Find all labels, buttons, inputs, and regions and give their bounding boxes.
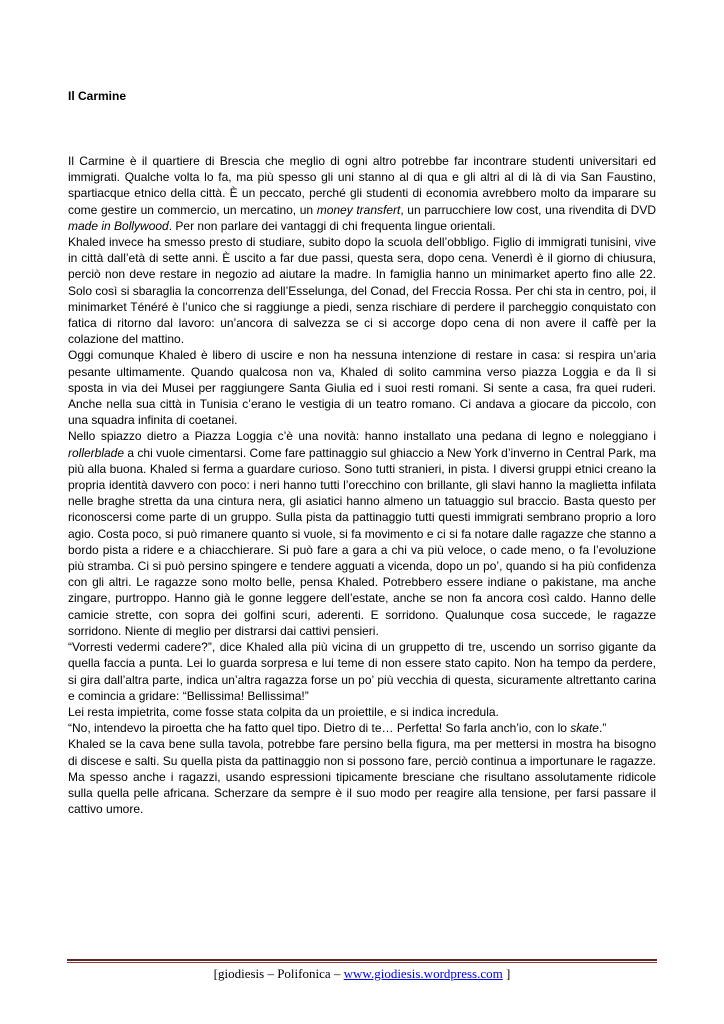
paragraph-text: Il Carmine è il quartiere di Brescia che meglio di ogni altro potrebbe far incontrare studenti universitari ed immigrati. Qualche volta lo fa, ma più spesso gli uni stanno al di qua e gli altri al di là di via San Faustino, spartiacque etnico della città. È un peccato, perché gli studenti di economia avrebbero molto da imparare su come gestire un commercio, un mercatino, un <box>68 154 656 217</box>
paragraph-text: Lei resta impietrita, come fosse stata colpita da un proiettile, e si indica incredula. <box>68 704 499 719</box>
footer-prefix: [giodiesis – Polifonica – <box>213 966 344 981</box>
paragraph <box>68 234 656 347</box>
italic-text: rollerblade <box>68 445 125 460</box>
footer-suffix: ] <box>502 966 511 981</box>
italic-text: skate <box>570 721 599 736</box>
paragraph <box>68 428 656 639</box>
paragraph <box>68 736 656 817</box>
paragraph-text: Khaled invece ha smesso presto di studiare, subito dopo la scuola dell’obbligo. Figlio di immigrati tunisini, vive in città dall’età di sette anni. È uscito a far due passi, questa sera, dopo cena. Venerdì è il giorno di chiusura, perciò non deve restare in negozio ad aiutare la madre. In famiglia hanno un minimarket aperto fino alle 22. Solo così si sbaraglia la concorrenza dell’Esselunga, del Conad, del Freccia Rossa. Per chi sta in centro, poi, il minimarket Ténéré è l’unico che si raggiunge a piedi, senza rischiare di perdere il parcheggio conquistato con fatica di ritorno dal lavoro: un’ancora di salvezza se ci si accorge dopo cena di non avere il caffè per la colazione del mattino. <box>68 235 656 347</box>
document-body <box>68 153 656 817</box>
paragraph-text: .” <box>598 721 607 736</box>
paragraph <box>68 153 656 234</box>
paragraph <box>68 639 656 704</box>
page-footer <box>0 965 724 982</box>
paragraph-text: “Vorresti vedermi cadere?”, dice Khaled alla più vicina di un gruppetto di tre, uscendo un sorriso gigante da quella faccia a punta. Lei lo guarda sorpresa e lui teme di non essere stato capito. Non ha tempo da perdere, si gira dall’altra parte, indica un’altra ragazza forse un po’ più vecchia di questa, sicuramente altrettanto carina e comincia a gridare: “Bellissima! Bellissima!” <box>68 640 656 703</box>
paragraph-text: , un parrucchiere low cost, una rivendita di DVD <box>400 202 657 217</box>
footer-rule <box>67 959 657 961</box>
paragraph <box>68 704 656 720</box>
paragraph-text: a chi vuole cimentarsi. Come fare pattinaggio sul ghiaccio a New York d’inverno in Central Park, ma più alla buona. Khaled si ferma a guardare curioso. Sono tutti stranieri, in pista. I diversi gruppi etnici creano la propria identità davvero con poco: i neri hanno tutti l’orecchino con brillante, gli slavi hanno la maglietta infilata nelle braghe stretta da una cintura nera, gli asiatici hanno almeno un tatuaggio sul braccio. Basta questo per riconoscersi come parte di un gruppo. Sulla pista da pattinaggio tutti questi immigrati sembrano proprio a loro agio. Costa poco, si può rimanere quanto si vuole, si fa movimento e ci si fa notare dalle ragazze che stanno a bordo pista a ridere e a chiacchierare. Si può fare a gara a chi va più veloce, o cade meno, o fa l’evoluzione più stramba. Ci si può persino spingere e tendere agguati a vicenda, dopo un po’, quando si ha più confidenza con gli altri. Le ragazze sono molto belle, pensa Khaled. Potrebbero essere indiane o pakistane, ma anche zingare, purtroppo. Hanno già le gonne leggere dell’estate, anche se non fa ancora così caldo. Hanno delle camicie strette, con sopra dei golfini scuri, aderenti. E sorridono. Qualunque cosa succede, le ragazze sorridono. Niente di meglio per distrarsi dai cattivi pensieri. <box>68 445 656 638</box>
footer-rule-secondary <box>67 962 657 963</box>
paragraph-text: Khaled se la cava bene sulla tavola, potrebbe fare persino bella figura, ma per mettersi in mostra ha bisogno di discese e salti. Su quella pista da pattinaggio non si possono fare, perciò continua a importunare le ragazze. Ma spesso anche i ragazzi, usando espressioni tipicamente bresciane che risultano assolutamente ridicole sulla quella pelle africana. Scherzare da sempre è il suo modo per reagire alla tensione, per farsi passare il cattivo umore. <box>68 737 656 817</box>
italic-text: money transfert <box>316 202 401 217</box>
page-title: Il Carmine <box>68 89 127 103</box>
paragraph-text: Nello spiazzo dietro a Piazza Loggia c’è una novità: hanno installato una pedana di legno e noleggiano i <box>68 429 656 444</box>
paragraph-text: “No, intendevo la piroetta che ha fatto quel tipo. Dietro di te… Perfetta! So farla anch’io, con lo <box>68 721 571 736</box>
paragraph-text: . Per non parlare dei vantaggi di chi frequenta lingue orientali. <box>168 218 496 233</box>
footer-link[interactable]: www.giodiesis.wordpress.com <box>343 966 503 981</box>
paragraph-text: Oggi comunque Khaled è libero di uscire e non ha nessuna intenzione di restare in casa: si respira un’aria pesante ultimamente. Quando qualcosa non va, Khaled di solito cammina verso piazza Loggia e da lì si sposta in via dei Musei per raggiungere Santa Giulia ed i suoi resti romani. Si sente a casa, fra quei ruderi. Anche nella sua città in Tunisia c’erano le vestigia di un teatro romano. Ci andava a giocare da piccolo, con una squadra infinita di coetanei. <box>68 348 656 428</box>
paragraph <box>68 720 656 736</box>
italic-text: made in Bollywood <box>68 218 169 233</box>
paragraph <box>68 347 656 428</box>
